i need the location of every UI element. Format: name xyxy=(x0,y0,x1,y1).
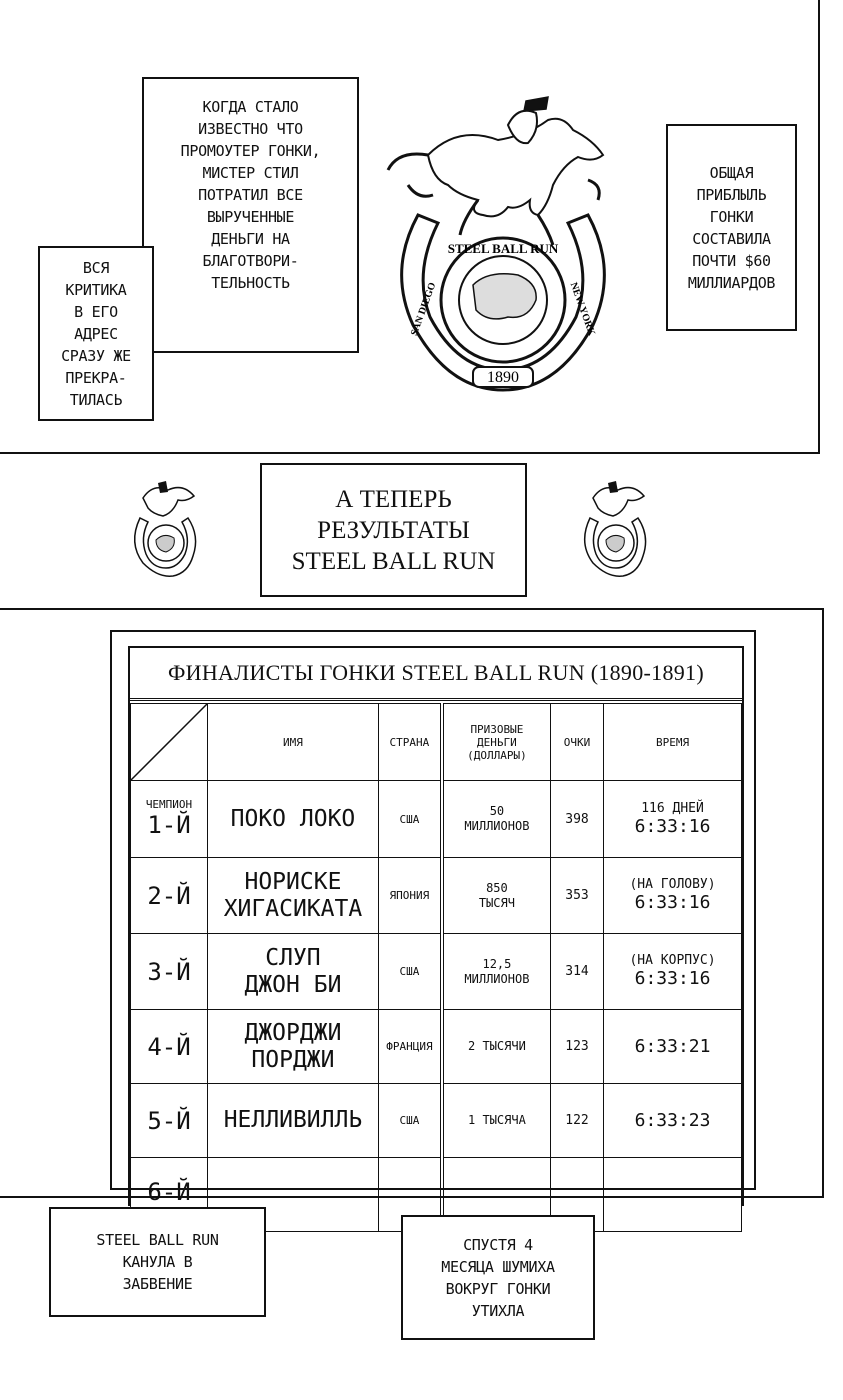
header-name: ИМЯ xyxy=(208,704,379,781)
caption-forgotten-text: STEEL BALL RUN КАНУЛА В ЗАБВЕНИЕ xyxy=(96,1231,219,1293)
time-value: 6:33:23 xyxy=(634,1109,711,1131)
caption-forgotten xyxy=(49,1207,266,1317)
small-emblem-right-graphic xyxy=(578,478,648,578)
place-cell xyxy=(131,934,208,1010)
header-time: ВРЕМЯ xyxy=(604,704,742,781)
results-board-inner xyxy=(128,646,744,1206)
small-emblem-right xyxy=(578,478,648,583)
country-cell: США xyxy=(378,934,441,1010)
results-title-text: ФИНАЛИСТЫ ГОНКИ STEEL BALL RUN (1890-1891) xyxy=(168,660,704,685)
caption-charity-text: КОГДА СТАЛО ИЗВЕСТНО ЧТО ПРОМОУТЕР ГОНКИ, МИСТЕР СТИЛ ПОТРАТИЛ ВСЕ ВЫРУЧЕННЫЕ ДЕНЬГИ НА БЛАГОТВОРИ- ТЕЛЬНОСТЬ xyxy=(180,98,321,292)
emblem-year: 1890 xyxy=(487,369,519,386)
diagonal-line xyxy=(131,704,207,780)
place-cell xyxy=(131,1010,208,1084)
time-note: (НА ГОЛОВУ) xyxy=(629,877,716,892)
place-label: 5-Й xyxy=(147,1106,191,1135)
table-row xyxy=(131,781,742,858)
table-row xyxy=(131,1084,742,1158)
table-row xyxy=(131,1010,742,1084)
header-prize: ПРИЗОВЫЕ ДЕНЬГИ (ДОЛЛАРЫ) xyxy=(442,704,551,781)
results-title xyxy=(130,648,742,701)
header-country: СТРАНА xyxy=(378,704,441,781)
name-cell: НОРИСКЕ ХИГАСИКАТА xyxy=(208,858,379,934)
results-board xyxy=(110,630,756,1206)
time-value: 6:33:16 xyxy=(634,815,711,837)
country-cell: США xyxy=(378,1084,441,1158)
place-label: 1-Й xyxy=(147,811,191,839)
time-cell xyxy=(604,1084,742,1158)
time-cell xyxy=(604,934,742,1010)
small-emblem-left xyxy=(128,478,198,583)
time-value: 6:33:16 xyxy=(634,892,711,913)
time-cell xyxy=(604,1158,742,1232)
champion-label: ЧЕМПИОН xyxy=(145,798,193,811)
prize-cell: 850 ТЫСЯЧ xyxy=(442,858,551,934)
name-cell: НЕЛЛИВИЛЛЬ xyxy=(208,1084,379,1158)
small-emblem-left-graphic xyxy=(128,478,198,578)
results-intro-text: А ТЕПЕРЬ РЕЗУЛЬТАТЫ STEEL BALL RUN xyxy=(291,485,496,575)
name-cell: ПОКО ЛОКО xyxy=(208,781,379,858)
place-cell xyxy=(131,1084,208,1158)
prize-cell: 2 ТЫСЯЧИ xyxy=(442,1010,551,1084)
place-cell xyxy=(131,858,208,934)
prize-cell: 1 ТЫСЯЧА xyxy=(442,1084,551,1158)
time-cell xyxy=(604,1010,742,1084)
emblem-ring-left: SAN DIEGO xyxy=(408,281,439,338)
results-intro-caption xyxy=(260,463,527,597)
caption-four-months xyxy=(401,1215,595,1340)
time-value: 6:33:21 xyxy=(634,1035,711,1057)
time-note: 116 ДНЕЙ xyxy=(641,800,704,816)
points-cell: 122 xyxy=(550,1084,603,1158)
points-cell: 123 xyxy=(550,1010,603,1084)
emblem-ring-center: STEEL BALL RUN xyxy=(447,241,559,256)
country-cell: ЯПОНИЯ xyxy=(378,858,441,934)
time-cell xyxy=(604,858,742,934)
header-points: ОЧКИ xyxy=(550,704,603,781)
points-cell: 398 xyxy=(550,781,603,858)
caption-four-months-text: СПУСТЯ 4 МЕСЯЦА ШУМИХА ВОКРУГ ГОНКИ УТИХЛА xyxy=(441,1235,555,1320)
prize-cell: 50 МИЛЛИОНОВ xyxy=(442,781,551,858)
country-cell: США xyxy=(378,781,441,858)
name-cell: СЛУП ДЖОН БИ xyxy=(208,934,379,1010)
steel-ball-run-emblem xyxy=(388,95,618,400)
header-diagonal-cell xyxy=(131,704,208,781)
caption-charity xyxy=(142,77,359,353)
place-label: 6-Й xyxy=(147,1178,191,1206)
table-row xyxy=(131,858,742,934)
results-table xyxy=(130,703,742,1232)
emblem-ring-right: NEW YORK xyxy=(567,281,598,338)
place-cell xyxy=(131,781,208,858)
emblem-graphic xyxy=(388,95,618,400)
time-cell xyxy=(604,781,742,858)
table-header-row xyxy=(131,704,742,781)
points-cell: 353 xyxy=(550,858,603,934)
country-cell: ФРАНЦИЯ xyxy=(378,1010,441,1084)
caption-criticism xyxy=(38,246,154,421)
place-label: 3-Й xyxy=(147,957,191,986)
time-note: (НА КОРПУС) xyxy=(629,953,716,968)
name-cell: ДЖОРДЖИ ПОРДЖИ xyxy=(208,1010,379,1084)
table-row xyxy=(131,934,742,1010)
place-label: 2-Й xyxy=(147,881,191,910)
prize-cell: 12,5 МИЛЛИОНОВ xyxy=(442,934,551,1010)
place-label: 4-Й xyxy=(147,1032,191,1061)
caption-criticism-text: ВСЯ КРИТИКА В ЕГО АДРЕС СРАЗУ ЖЕ ПРЕКРА- ТИЛАСЬ xyxy=(61,258,131,409)
caption-profit xyxy=(666,124,797,331)
points-cell: 314 xyxy=(550,934,603,1010)
caption-profit-text: ОБЩАЯ ПРИБЛЫЛЬ ГОНКИ СОСТАВИЛА ПОЧТИ $60 МИЛЛИАРДОВ xyxy=(687,163,776,292)
time-value: 6:33:16 xyxy=(634,968,711,989)
